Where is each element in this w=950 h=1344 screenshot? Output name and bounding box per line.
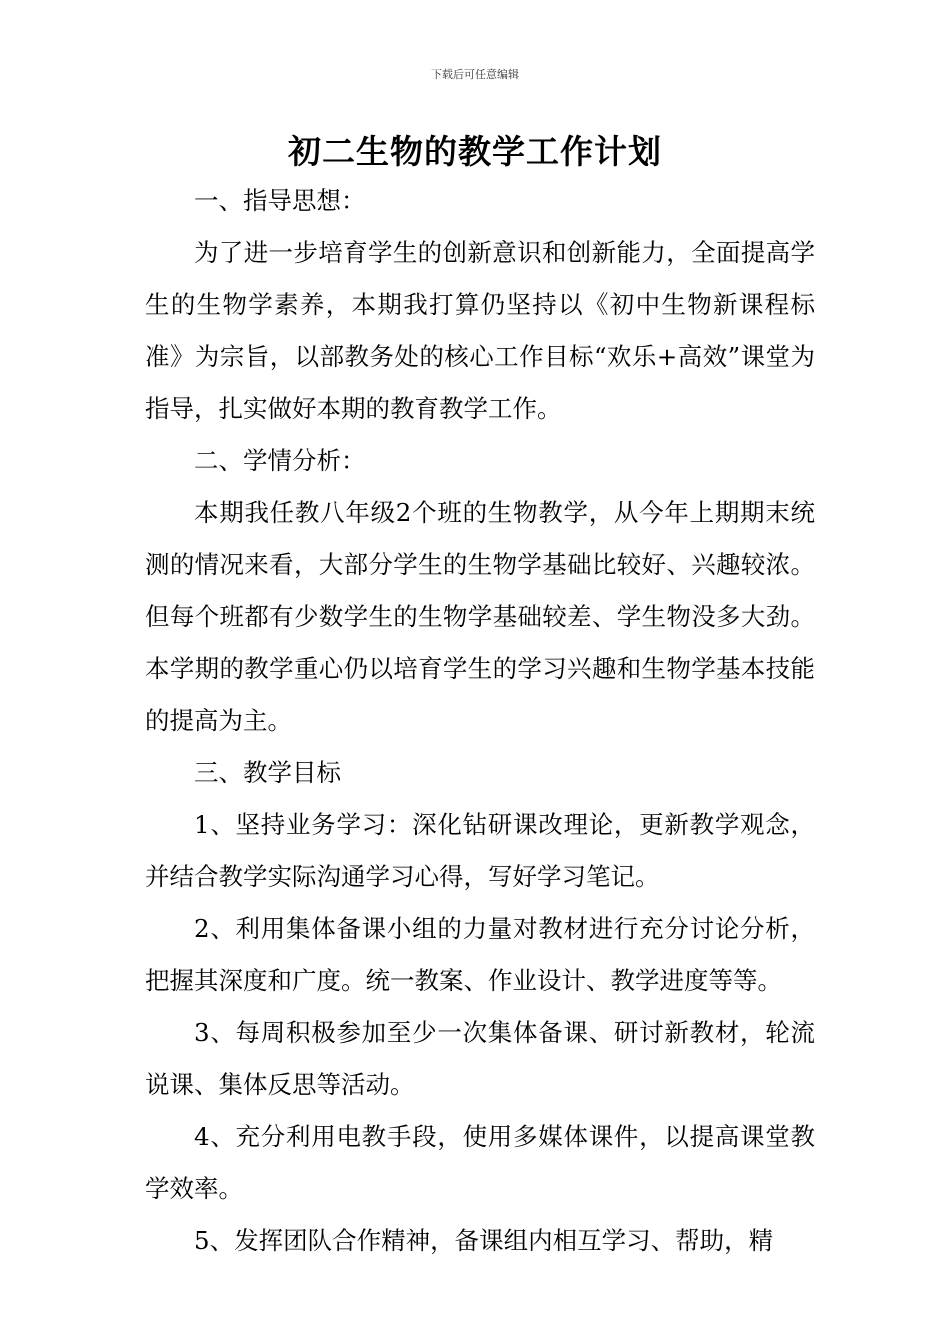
header-note: 下载后可任意编辑 [431, 68, 519, 81]
list-item-goal-5: 5、发挥团队合作精神，备课组内相互学习、帮助，精 [194, 1226, 774, 1255]
list-item-goal-4: 4、充分利用电教手段，使用多媒体课件，以提高课堂教学效率。 [145, 1122, 815, 1203]
section-heading-student-analysis: 二、学情分析： [194, 446, 366, 475]
document-body [145, 175, 815, 1267]
document-title: 初二生物的教学工作计划 [288, 132, 662, 171]
paragraph-guiding-ideology: 为了进一步培育学生的创新意识和创新能力，全面提高学生的生物学素养，本期我打算仍坚持以《初中生物新课程标准》为宗旨，以部教务处的核心工作目标“欢乐+高效”课堂为指导，扎实做好本期的教育教学工作。 [145, 238, 815, 423]
paragraph-student-analysis: 本期我任教八年级2个班的生物教学，从今年上期期末统测的情况来看，大部分学生的生物学基础比较好、兴趣较浓。但每个班都有少数学生的生物学基础较差、学生物没多大劲。本学期的教学重心仍以培育学生的学习兴趣和生物学基本技能的提高为主。 [145, 498, 815, 735]
section-heading-teaching-goals: 三、教学目标 [194, 758, 341, 787]
list-item-goal-2: 2、利用集体备课小组的力量对教材进行充分讨论分析，把握其深度和广度。统一教案、作业设计、教学进度等等。 [145, 914, 815, 995]
list-item-goal-1: 1、坚持业务学习：深化钻研课改理论，更新教学观念，并结合教学实际沟通学习心得，写好学习笔记。 [145, 810, 815, 891]
list-item-goal-3: 3、每周积极参加至少一次集体备课、研讨新教材，轮流说课、集体反思等活动。 [145, 1018, 815, 1099]
section-heading-guiding-ideology: 一、指导思想： [194, 186, 366, 215]
